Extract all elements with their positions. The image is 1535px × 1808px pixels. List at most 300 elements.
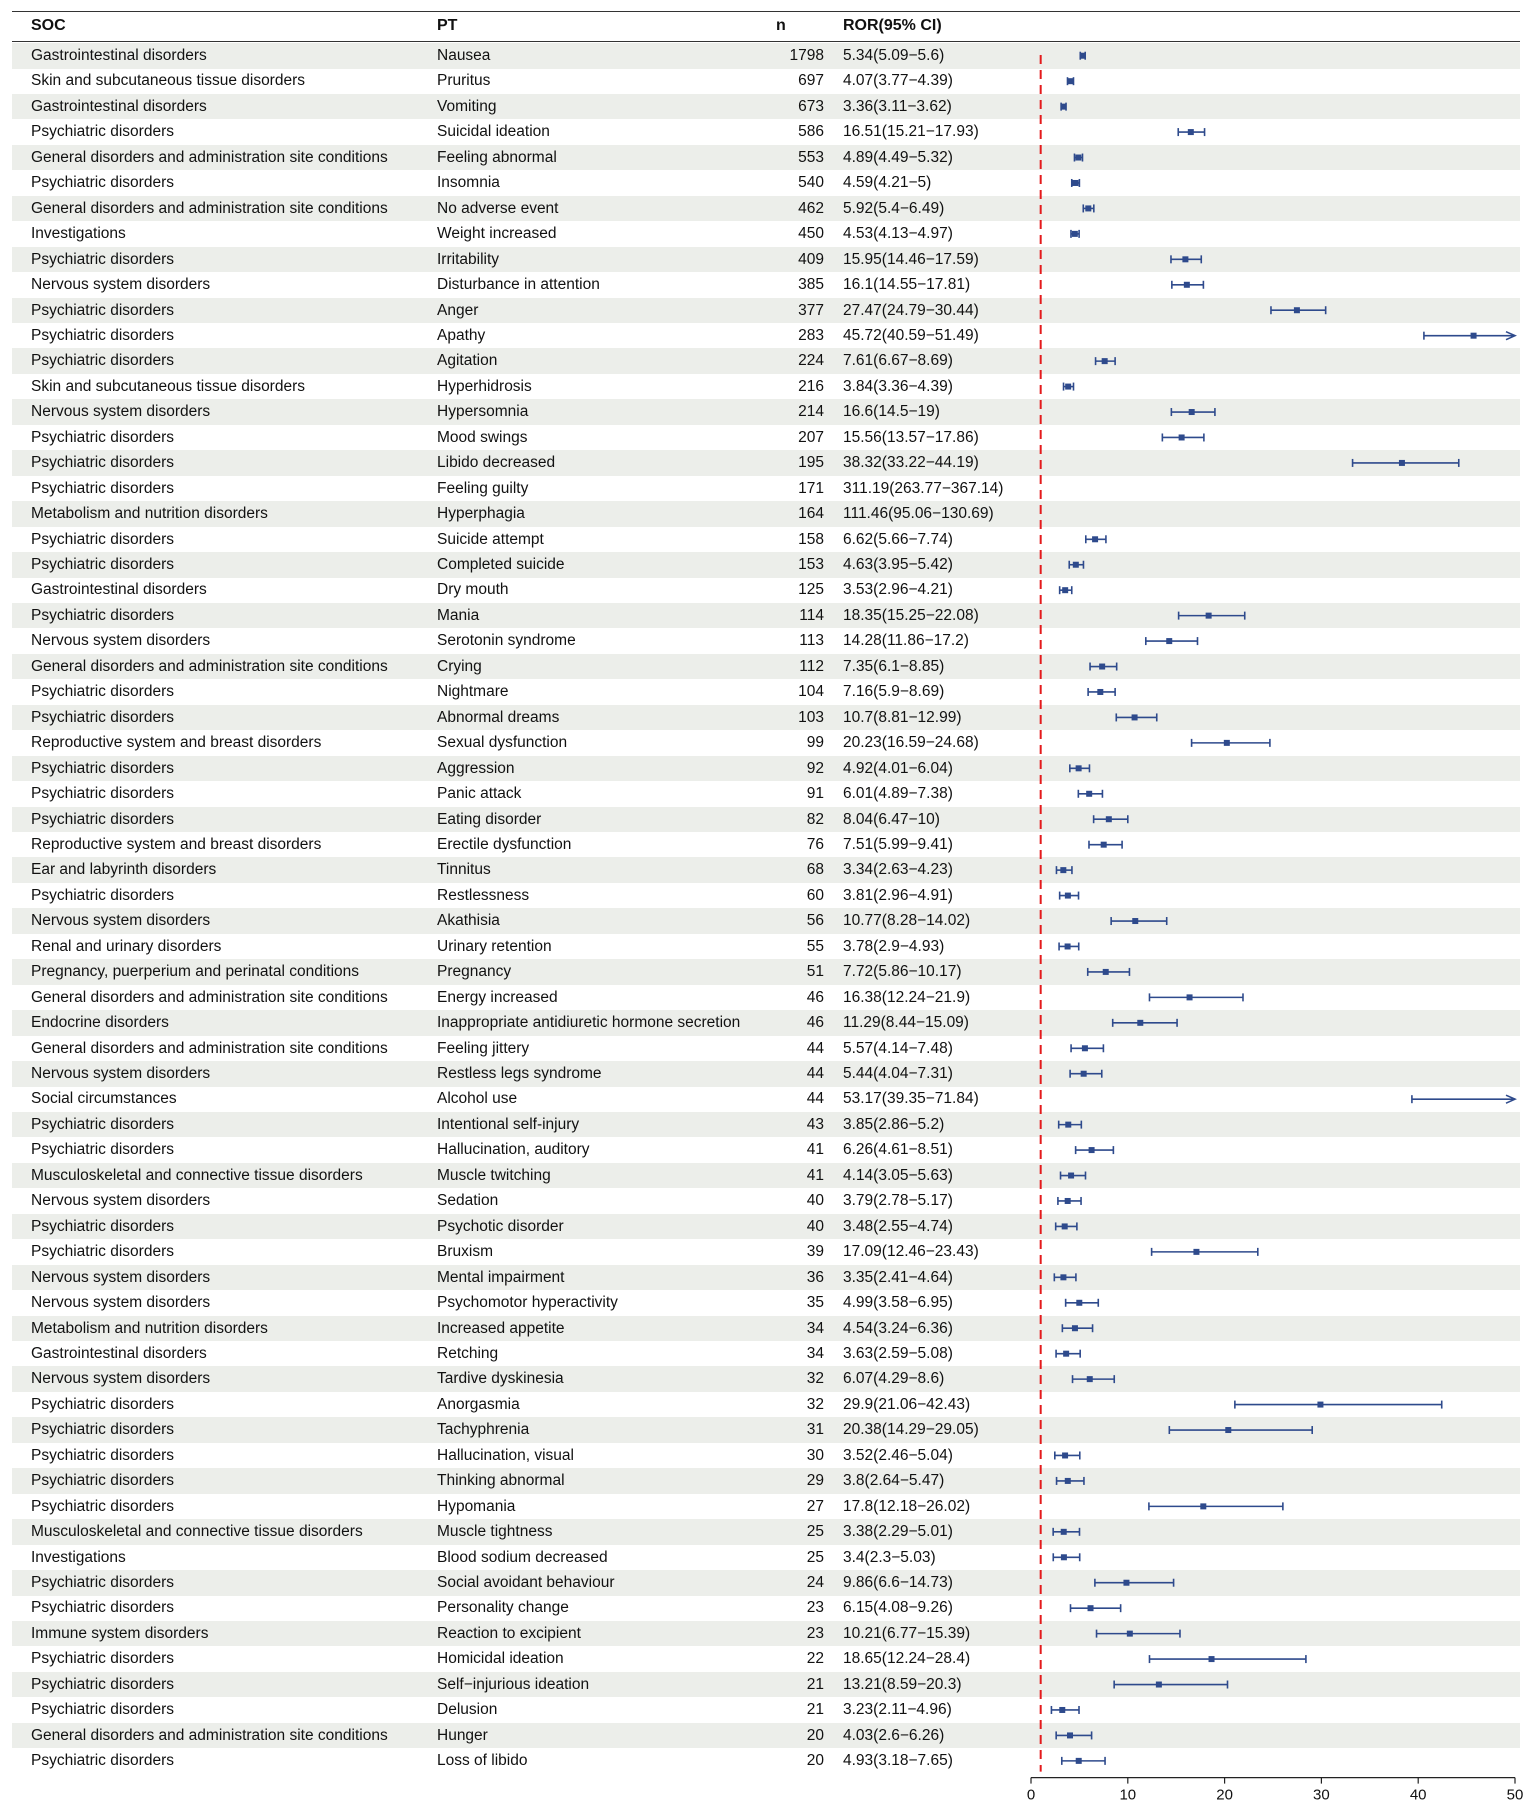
x-tick-label: 40	[1409, 1786, 1427, 1804]
point-estimate	[1099, 664, 1105, 670]
soc-cell: General disorders and administration site conditions	[31, 199, 388, 217]
pt-cell: Suicidal ideation	[437, 123, 550, 141]
ror-cell: 7.16(5.9−8.69)	[843, 683, 945, 701]
point-estimate	[1076, 765, 1082, 771]
ror-cell: 3.34(2.63−4.23)	[843, 861, 953, 879]
n-cell: 673	[798, 97, 824, 115]
pt-cell: Completed suicide	[437, 556, 565, 573]
ror-cell: 53.17(39.35−71.84)	[843, 1090, 979, 1108]
ror-cell: 20.23(16.59−24.68)	[843, 734, 979, 752]
pt-cell: Hypomania	[437, 1497, 516, 1515]
pt-cell: Libido decreased	[437, 454, 556, 472]
soc-cell: Renal and urinary disorders	[31, 937, 222, 955]
ror-cell: 4.53(4.13−4.97)	[843, 225, 953, 243]
point-estimate	[1103, 969, 1109, 975]
soc-cell: General disorders and administration site conditions	[31, 148, 388, 166]
pt-cell: Blood sodium decreased	[437, 1548, 608, 1566]
n-cell: 34	[806, 1319, 824, 1337]
point-estimate	[1101, 842, 1107, 848]
point-estimate	[1471, 333, 1477, 339]
ror-cell: 4.59(4.21−5)	[843, 174, 932, 192]
pt-cell: Vomiting	[437, 97, 497, 115]
ror-cell: 16.51(15.21−17.93)	[843, 123, 979, 141]
n-cell: 56	[806, 912, 824, 930]
ror-cell: 4.63(3.95−5.42)	[843, 556, 953, 573]
pt-cell: Muscle twitching	[437, 1166, 551, 1184]
pt-cell: Eating disorder	[437, 810, 542, 828]
point-estimate	[1087, 1376, 1093, 1382]
soc-cell: Psychiatric disorders	[31, 1497, 174, 1515]
x-tick-label: 0	[1026, 1786, 1036, 1804]
n-cell: 104	[798, 683, 824, 701]
n-cell: 21	[806, 1701, 824, 1719]
point-estimate	[1187, 994, 1193, 1000]
n-cell: 41	[806, 1141, 824, 1159]
pt-cell: Aggression	[437, 759, 515, 777]
n-cell: 112	[799, 657, 824, 675]
soc-cell: Skin and subcutaneous tissue disorders	[31, 377, 305, 395]
ror-cell: 3.48(2.55−4.74)	[843, 1217, 953, 1235]
point-estimate	[1060, 867, 1066, 873]
soc-cell: Gastrointestinal disorders	[31, 97, 207, 115]
soc-cell: Psychiatric disorders	[31, 556, 174, 573]
point-estimate	[1317, 1402, 1323, 1408]
point-estimate	[1065, 893, 1071, 899]
ror-cell: 7.51(5.99−9.41)	[843, 835, 953, 853]
ror-cell: 7.35(6.1−8.85)	[843, 657, 945, 675]
soc-cell: Metabolism and nutrition disorders	[31, 505, 268, 523]
ror-cell: 10.7(8.81−12.99)	[843, 708, 962, 726]
soc-cell: Nervous system disorders	[31, 1370, 211, 1388]
n-cell: 23	[806, 1599, 824, 1617]
soc-cell: Psychiatric disorders	[31, 454, 174, 472]
pt-cell: Psychomotor hyperactivity	[437, 1294, 618, 1312]
pt-cell: Hallucination, auditory	[437, 1141, 590, 1159]
pt-cell: Thinking abnormal	[437, 1472, 565, 1490]
ror-cell: 3.81(2.96−4.91)	[843, 886, 953, 904]
pt-cell: Loss of libido	[437, 1752, 528, 1770]
ror-cell: 16.38(12.24−21.9)	[843, 988, 971, 1006]
n-cell: 23	[806, 1624, 824, 1642]
point-estimate	[1067, 78, 1073, 84]
point-estimate	[1224, 740, 1230, 746]
n-cell: 216	[798, 377, 824, 395]
soc-cell: Nervous system disorders	[31, 912, 211, 930]
ror-cell: 7.61(6.67−8.69)	[843, 352, 953, 370]
point-estimate	[1073, 562, 1079, 568]
x-tick-label: 20	[1216, 1786, 1233, 1804]
soc-cell: Reproductive system and breast disorders	[31, 835, 322, 853]
pt-cell: Dry mouth	[437, 581, 509, 599]
n-cell: 385	[798, 276, 824, 294]
ror-cell: 3.35(2.41−4.64)	[843, 1268, 953, 1286]
ror-cell: 4.54(3.24−6.36)	[843, 1319, 953, 1337]
soc-cell: Psychiatric disorders	[31, 1574, 174, 1591]
soc-cell: Metabolism and nutrition disorders	[31, 1319, 268, 1337]
soc-cell: General disorders and administration site conditions	[31, 1726, 388, 1744]
point-estimate	[1206, 613, 1212, 619]
ror-cell: 4.07(3.77−4.39)	[843, 72, 953, 90]
point-estimate	[1209, 1656, 1215, 1662]
pt-cell: Muscle tightness	[437, 1523, 553, 1541]
n-cell: 32	[806, 1395, 824, 1413]
soc-cell: Psychiatric disorders	[31, 352, 174, 370]
pt-cell: Psychotic disorder	[437, 1217, 564, 1235]
soc-cell: Psychiatric disorders	[31, 785, 174, 803]
soc-cell: General disorders and administration site conditions	[31, 657, 388, 675]
soc-cell: Psychiatric disorders	[31, 810, 174, 828]
point-estimate	[1156, 1682, 1162, 1688]
ror-cell: 16.1(14.55−17.81)	[843, 276, 971, 294]
n-cell: 31	[806, 1421, 824, 1439]
soc-cell: Nervous system disorders	[31, 632, 211, 650]
n-cell: 24	[806, 1574, 824, 1591]
pt-cell: Retching	[437, 1344, 499, 1362]
soc-cell: Psychiatric disorders	[31, 886, 174, 904]
soc-cell: Psychiatric disorders	[31, 1675, 174, 1693]
soc-cell: Psychiatric disorders	[31, 759, 174, 777]
n-cell: 164	[798, 505, 824, 523]
soc-cell: Nervous system disorders	[31, 1065, 211, 1082]
point-estimate	[1399, 460, 1405, 466]
pt-cell: Sedation	[437, 1192, 499, 1210]
soc-cell: Psychiatric disorders	[31, 1395, 174, 1413]
soc-cell: Social circumstances	[31, 1090, 177, 1108]
point-estimate	[1086, 791, 1092, 797]
ror-cell: 3.52(2.46−5.04)	[843, 1446, 953, 1464]
n-cell: 113	[799, 632, 824, 650]
ror-cell: 38.32(33.22−44.19)	[843, 454, 979, 472]
pt-cell: Insomnia	[437, 174, 500, 192]
ror-cell: 13.21(8.59−20.3)	[843, 1675, 962, 1693]
n-cell: 462	[798, 199, 824, 217]
pt-cell: Anorgasmia	[437, 1395, 520, 1413]
ror-cell: 17.8(12.18−26.02)	[843, 1497, 971, 1515]
n-cell: 214	[798, 403, 824, 421]
point-estimate	[1072, 1325, 1078, 1331]
n-cell: 125	[798, 581, 824, 599]
soc-cell: Psychiatric disorders	[31, 1650, 174, 1668]
point-estimate	[1063, 1351, 1069, 1357]
pt-cell: Weight increased	[437, 225, 557, 243]
point-estimate	[1062, 587, 1068, 593]
soc-cell: Psychiatric disorders	[31, 326, 174, 344]
point-estimate	[1188, 129, 1194, 135]
ror-cell: 3.78(2.9−4.93)	[843, 937, 945, 955]
n-cell: 27	[806, 1497, 824, 1515]
ror-cell: 6.62(5.66−7.74)	[843, 530, 953, 548]
n-cell: 540	[798, 174, 824, 192]
n-cell: 35	[806, 1294, 824, 1312]
n-cell: 60	[806, 886, 824, 904]
point-estimate	[1179, 434, 1185, 440]
n-cell: 283	[798, 326, 824, 344]
n-cell: 25	[806, 1548, 824, 1566]
soc-cell: Investigations	[31, 1548, 126, 1566]
n-cell: 44	[806, 1090, 824, 1108]
ror-cell: 3.4(2.3−5.03)	[843, 1548, 936, 1566]
soc-cell: General disorders and administration site conditions	[31, 988, 388, 1006]
n-cell: 46	[806, 988, 824, 1006]
point-estimate	[1123, 1580, 1129, 1586]
ror-cell: 3.38(2.29−5.01)	[843, 1523, 953, 1541]
soc-cell: Psychiatric disorders	[31, 1115, 174, 1133]
soc-cell: Psychiatric disorders	[31, 428, 174, 446]
n-cell: 20	[806, 1752, 824, 1770]
ror-cell: 311.19(263.77−367.14)	[843, 479, 1004, 497]
n-cell: 44	[806, 1065, 824, 1082]
pt-cell: Mental impairment	[437, 1268, 565, 1286]
pt-cell: Social avoidant behaviour	[437, 1574, 615, 1591]
n-cell: 82	[806, 810, 824, 828]
soc-cell: Pregnancy, puerperium and perinatal conditions	[31, 963, 359, 981]
n-cell: 39	[806, 1243, 824, 1261]
soc-cell: Psychiatric disorders	[31, 1421, 174, 1439]
soc-cell: Psychiatric disorders	[31, 479, 174, 497]
n-cell: 30	[806, 1446, 824, 1464]
n-cell: 103	[798, 708, 824, 726]
soc-cell: General disorders and administration site conditions	[31, 1039, 388, 1057]
point-estimate	[1085, 205, 1091, 211]
pt-cell: Agitation	[437, 352, 498, 370]
point-estimate	[1102, 358, 1108, 364]
ror-cell: 3.53(2.96−4.21)	[843, 581, 953, 599]
n-cell: 99	[806, 734, 824, 752]
soc-cell: Psychiatric disorders	[31, 683, 174, 701]
n-cell: 51	[806, 963, 824, 981]
ror-cell: 4.03(2.6−6.26)	[843, 1726, 945, 1744]
pt-cell: Pruritus	[437, 72, 491, 90]
ror-cell: 20.38(14.29−29.05)	[843, 1421, 979, 1439]
point-estimate	[1127, 1631, 1133, 1637]
n-cell: 224	[798, 352, 824, 370]
point-estimate	[1072, 231, 1078, 237]
soc-cell: Nervous system disorders	[31, 403, 211, 421]
soc-cell: Psychiatric disorders	[31, 123, 174, 141]
pt-cell: Reaction to excipient	[437, 1624, 581, 1642]
ror-cell: 17.09(12.46−23.43)	[843, 1243, 979, 1261]
ror-cell: 4.93(3.18−7.65)	[843, 1752, 953, 1770]
ror-cell: 6.07(4.29−8.6)	[843, 1370, 945, 1388]
n-cell: 44	[806, 1039, 824, 1057]
soc-cell: Psychiatric disorders	[31, 1217, 174, 1235]
n-cell: 40	[806, 1192, 824, 1210]
pt-cell: Apathy	[437, 326, 486, 344]
pt-cell: Tachyphrenia	[437, 1421, 530, 1439]
pt-cell: No adverse event	[437, 199, 559, 217]
pt-cell: Nightmare	[437, 683, 509, 701]
ror-cell: 45.72(40.59−51.49)	[843, 326, 979, 344]
n-cell: 22	[806, 1650, 824, 1668]
pt-cell: Mood swings	[437, 428, 528, 446]
ror-cell: 14.28(11.86−17.2)	[843, 632, 969, 650]
pt-cell: Restless legs syndrome	[437, 1065, 602, 1082]
point-estimate	[1092, 536, 1098, 542]
point-estimate	[1081, 1071, 1087, 1077]
ror-cell: 111.46(95.06−130.69)	[843, 505, 994, 523]
n-cell: 46	[806, 1014, 824, 1032]
pt-cell: Panic attack	[437, 785, 522, 803]
ror-cell: 15.95(14.46−17.59)	[843, 250, 979, 268]
soc-cell: Gastrointestinal disorders	[31, 47, 207, 64]
n-cell: 25	[806, 1523, 824, 1541]
ror-cell: 5.92(5.4−6.49)	[843, 199, 945, 217]
point-estimate	[1132, 714, 1138, 720]
x-tick-label: 30	[1313, 1786, 1330, 1804]
pt-cell: Feeling abnormal	[437, 148, 557, 166]
n-cell: 158	[798, 530, 824, 548]
pt-cell: Akathisia	[437, 912, 500, 930]
pt-cell: Sexual dysfunction	[437, 734, 568, 752]
soc-cell: Gastrointestinal disorders	[31, 1344, 207, 1362]
n-cell: 40	[806, 1217, 824, 1235]
ror-cell: 5.57(4.14−7.48)	[843, 1039, 953, 1057]
point-estimate	[1106, 816, 1112, 822]
ror-cell: 18.65(12.24−28.4)	[843, 1650, 971, 1668]
point-estimate	[1189, 409, 1195, 415]
pt-cell: Hyperphagia	[437, 505, 525, 523]
point-estimate	[1200, 1503, 1206, 1509]
point-estimate	[1075, 155, 1081, 161]
n-cell: 34	[806, 1344, 824, 1362]
point-estimate	[1061, 1554, 1067, 1560]
n-cell: 36	[806, 1268, 824, 1286]
point-estimate	[1225, 1427, 1231, 1433]
pt-cell: Inappropriate antidiuretic hormone secretion	[437, 1014, 741, 1032]
pt-cell: Anger	[437, 301, 479, 319]
n-cell: 41	[806, 1166, 824, 1184]
n-cell: 377	[798, 301, 824, 319]
soc-cell: Psychiatric disorders	[31, 708, 174, 726]
pt-cell: Intentional self-injury	[437, 1115, 580, 1133]
pt-cell: Self−injurious ideation	[437, 1675, 590, 1693]
ror-cell: 4.89(4.49−5.32)	[843, 148, 953, 166]
point-estimate	[1193, 1249, 1199, 1255]
ror-cell: 6.15(4.08−9.26)	[843, 1599, 953, 1617]
point-estimate	[1182, 256, 1188, 262]
soc-cell: Psychiatric disorders	[31, 1472, 174, 1490]
ror-cell: 3.85(2.86−5.2)	[843, 1115, 945, 1133]
n-cell: 68	[806, 861, 824, 879]
ror-cell: 29.9(21.06−42.43)	[843, 1395, 971, 1413]
soc-cell: Psychiatric disorders	[31, 530, 174, 548]
point-estimate	[1062, 1223, 1068, 1229]
pt-cell: Homicidal ideation	[437, 1650, 564, 1668]
n-cell: 55	[806, 937, 824, 955]
ror-cell: 18.35(15.25−22.08)	[843, 606, 979, 624]
soc-cell: Ear and labyrinth disorders	[31, 861, 217, 879]
point-estimate	[1067, 1732, 1073, 1738]
pt-cell: Delusion	[437, 1701, 498, 1719]
point-estimate	[1184, 282, 1190, 288]
ror-cell: 3.8(2.64−5.47)	[843, 1472, 945, 1490]
header-n: n	[776, 17, 786, 34]
soc-cell: Psychiatric disorders	[31, 1701, 174, 1719]
ror-cell: 10.21(6.77−15.39)	[843, 1624, 971, 1642]
pt-cell: Alcohol use	[437, 1090, 518, 1108]
n-cell: 450	[798, 225, 824, 243]
soc-cell: Psychiatric disorders	[31, 1141, 174, 1159]
pt-cell: Hypersomnia	[437, 403, 529, 421]
point-estimate	[1060, 1274, 1066, 1280]
pt-cell: Feeling guilty	[437, 479, 529, 497]
n-cell: 586	[798, 123, 824, 141]
point-estimate	[1061, 104, 1067, 110]
n-cell: 32	[806, 1370, 824, 1388]
pt-cell: Energy increased	[437, 988, 558, 1006]
pt-cell: Nausea	[437, 47, 491, 64]
n-cell: 114	[799, 606, 824, 624]
soc-cell: Endocrine disorders	[31, 1014, 169, 1032]
soc-cell: Gastrointestinal disorders	[31, 581, 207, 599]
point-estimate	[1166, 638, 1172, 644]
soc-cell: Immune system disorders	[31, 1624, 209, 1642]
ror-cell: 3.84(3.36−4.39)	[843, 377, 953, 395]
n-cell: 207	[798, 428, 824, 446]
pt-cell: Suicide attempt	[437, 530, 544, 548]
ror-cell: 4.14(3.05−5.63)	[843, 1166, 953, 1184]
soc-cell: Reproductive system and breast disorders	[31, 734, 322, 752]
pt-cell: Urinary retention	[437, 937, 552, 955]
soc-cell: Musculoskeletal and connective tissue disorders	[31, 1523, 363, 1541]
n-cell: 1798	[789, 47, 824, 64]
ror-cell: 10.77(8.28−14.02)	[843, 912, 971, 930]
n-cell: 697	[798, 72, 824, 90]
ror-cell: 6.01(4.89−7.38)	[843, 785, 953, 803]
point-estimate	[1065, 1198, 1071, 1204]
ror-cell: 6.26(4.61−8.51)	[843, 1141, 953, 1159]
soc-cell: Psychiatric disorders	[31, 606, 174, 624]
pt-cell: Increased appetite	[437, 1319, 565, 1337]
pt-cell: Hyperhidrosis	[437, 377, 532, 395]
point-estimate	[1062, 1452, 1068, 1458]
soc-cell: Psychiatric disorders	[31, 301, 174, 319]
header-ror: ROR(95% CI)	[843, 17, 942, 34]
point-estimate	[1080, 53, 1086, 59]
point-estimate	[1065, 1478, 1071, 1484]
ror-cell: 5.44(4.04−7.31)	[843, 1065, 953, 1082]
point-estimate	[1065, 384, 1071, 390]
n-cell: 29	[806, 1472, 824, 1490]
soc-cell: Psychiatric disorders	[31, 1599, 174, 1617]
pt-cell: Feeling jittery	[437, 1039, 530, 1057]
point-estimate	[1072, 180, 1078, 186]
point-estimate	[1065, 1122, 1071, 1128]
n-cell: 153	[798, 556, 824, 573]
soc-cell: Psychiatric disorders	[31, 1243, 174, 1261]
soc-cell: Nervous system disorders	[31, 1268, 211, 1286]
soc-cell: Psychiatric disorders	[31, 250, 174, 268]
n-cell: 92	[806, 759, 824, 777]
ror-cell: 9.86(6.6−14.73)	[843, 1574, 953, 1591]
point-estimate	[1082, 1045, 1088, 1051]
pt-cell: Pregnancy	[437, 963, 512, 981]
n-cell: 91	[806, 785, 824, 803]
soc-cell: Investigations	[31, 225, 126, 243]
point-estimate	[1132, 918, 1138, 924]
ror-cell: 7.72(5.86−10.17)	[843, 963, 962, 981]
ror-cell: 3.63(2.59−5.08)	[843, 1344, 953, 1362]
pt-cell: Mania	[437, 606, 480, 624]
pt-cell: Hallucination, visual	[437, 1446, 574, 1464]
pt-cell: Bruxism	[437, 1243, 493, 1261]
pt-cell: Irritability	[437, 250, 500, 268]
ror-cell: 11.29(8.44−15.09)	[843, 1014, 969, 1032]
point-estimate	[1065, 943, 1071, 949]
n-cell: 43	[806, 1115, 824, 1133]
pt-cell: Hunger	[437, 1726, 488, 1744]
ror-cell: 15.56(13.57−17.86)	[843, 428, 979, 446]
